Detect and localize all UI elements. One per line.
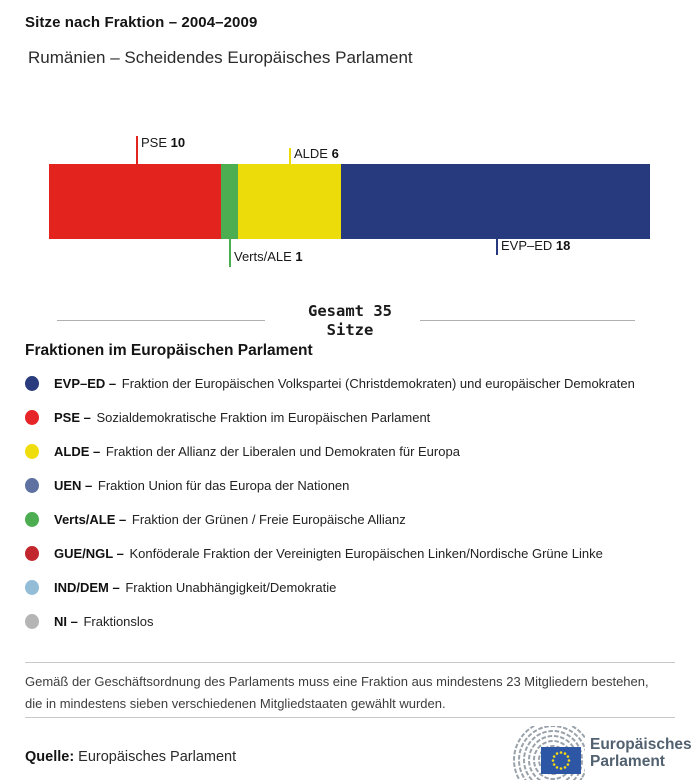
legend-dot-evp-ed (25, 376, 39, 391)
total-seats-line1: Gesamt 35 (308, 302, 392, 320)
legend-item-evp-ed (25, 366, 675, 400)
legend-dot-ind-dem (25, 580, 39, 595)
total-divider-left (57, 320, 265, 321)
legend-item-uen (25, 468, 675, 502)
logo-text-line1: Europäisches (590, 736, 692, 753)
legend-dot-pse (25, 410, 39, 425)
legend-label-pse: PSE – Sozialdemokratische Fraktion im Europäischen Parlament (54, 409, 431, 425)
legend-label-uen: UEN – Fraktion Union für das Europa der Nationen (54, 477, 350, 493)
bar-segment-EVP–ED[interactable] (341, 164, 650, 239)
total-divider-right (420, 320, 635, 321)
legend-item-gue-ngl (25, 536, 675, 570)
callout-label-PSE: PSE 10 (141, 135, 186, 150)
callout-label-Verts/ALE: Verts/ALE 1 (234, 249, 303, 264)
legend-label-ni: NI – Fraktionslos (54, 613, 154, 629)
legend-dot-ni (25, 614, 39, 629)
source-line (25, 749, 236, 765)
legend-item-verts-ale (25, 502, 675, 536)
source-text: Europäisches Parlament (78, 749, 237, 765)
legend-label-verts-ale: Verts/ALE – Fraktion der Grünen / Freie Europäische Allianz (54, 511, 406, 527)
european-parliament-logo (505, 726, 692, 780)
legend-label-gue-ngl: GUE/NGL – Konföderale Fraktion der Vereinigten Europäischen Linken/Nordische Grüne Linke (54, 545, 603, 561)
callout-label-EVP–ED: EVP–ED 18 (501, 238, 571, 253)
total-seats-line2: Sitze (326, 321, 374, 339)
bar-segment-ALDE[interactable] (238, 164, 341, 239)
logo-text-line2: Parlament (590, 753, 665, 770)
page-subtitle: Rumänien – Scheidendes Europäisches Parlament (28, 48, 413, 67)
callout-tick-EVP–ED (496, 239, 498, 255)
source-label: Quelle: (25, 749, 75, 765)
page-title: Sitze nach Fraktion – 2004–2009 (25, 14, 258, 31)
legend-label-alde: ALDE – Fraktion der Allianz der Liberalen und Demokraten für Europa (54, 443, 460, 459)
legend-heading: Fraktionen im Europäischen Parlament (25, 342, 313, 359)
callout-label-ALDE: ALDE 6 (294, 146, 339, 161)
divider-bottom (25, 717, 675, 718)
legend-dot-alde (25, 444, 39, 459)
callout-tick-ALDE (289, 148, 291, 164)
legend-item-ni (25, 604, 675, 638)
bar-segment-Verts/ALE[interactable] (221, 164, 238, 239)
legend-dot-gue-ngl (25, 546, 39, 561)
legend-item-alde (25, 434, 675, 468)
legend-label-ind-dem: IND/DEM – Fraktion Unabhängigkeit/Demokratie (54, 579, 337, 595)
legend-dot-verts-ale (25, 512, 39, 527)
divider-top (25, 662, 675, 663)
bar-segment-PSE[interactable] (49, 164, 221, 239)
legend-label-evp-ed: EVP–ED – Fraktion der Europäischen Volkspartei (Christdemokraten) und europäischer Demokraten (54, 375, 635, 391)
total-seats-label (250, 302, 450, 340)
footnote: Gemäß der Geschäftsordnung des Parlaments muss eine Fraktion aus mindestens 23 Mitgliedern bestehen, die in mindestens sieben verschiedenen Mitgliedstaaten gewählt wurden. (25, 674, 649, 711)
legend-dot-uen (25, 478, 39, 493)
eu-flag (541, 747, 581, 774)
callout-tick-Verts/ALE (229, 239, 231, 267)
legend-list (25, 366, 675, 638)
legend-item-pse (25, 400, 675, 434)
logo-text (590, 736, 692, 770)
legend-item-ind-dem (25, 570, 675, 604)
seat-bar (49, 164, 650, 239)
ep-hemicycle-icon (505, 726, 585, 780)
callout-tick-PSE (136, 136, 138, 164)
